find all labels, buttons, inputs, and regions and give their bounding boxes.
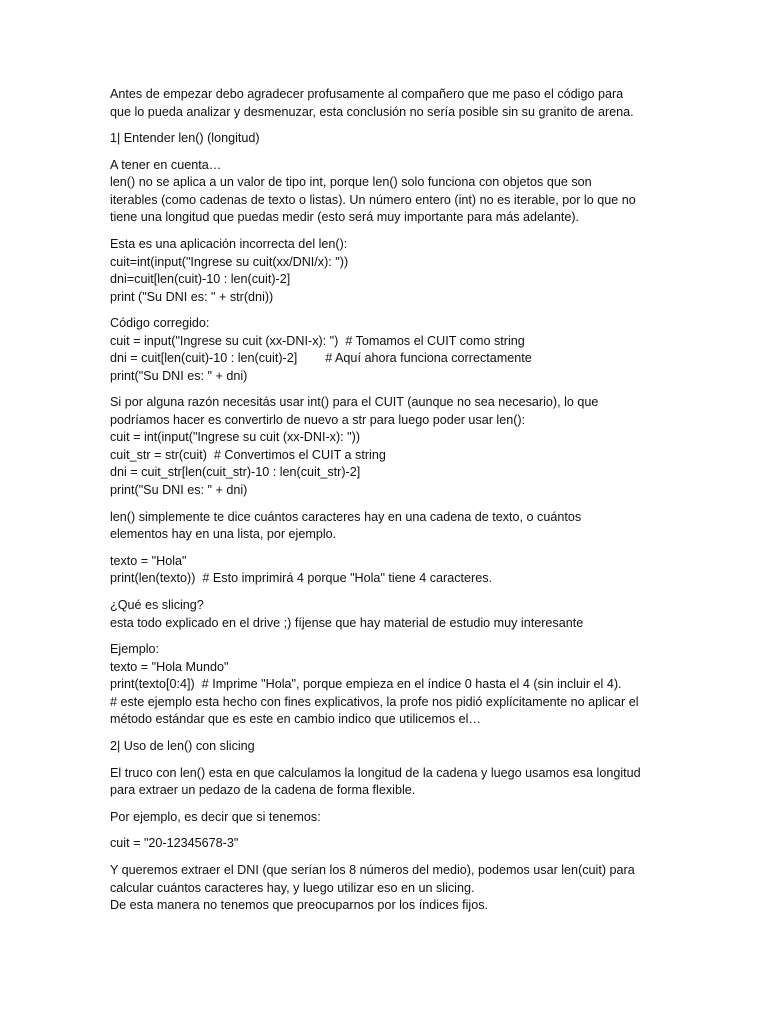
text-line: cuit = input("Ingrese su cuit (xx-DNI-x): ") # Tomamos el CUIT como string: [110, 333, 525, 348]
text-line: A tener en cuenta…: [110, 157, 222, 172]
paragraph: [110, 394, 662, 499]
text-line: esta todo explicado en el drive ;) fíjense que hay material de estudio muy interesante: [110, 615, 584, 630]
paragraph: [110, 157, 662, 227]
paragraph: [110, 738, 662, 756]
text-line: print ("Su DNI es: " + str(dni)): [110, 289, 274, 304]
text-line: calcular cuántos caracteres hay, y luego utilizar eso en un slicing.: [110, 880, 475, 895]
text-line: para extraer un pedazo de la cadena de forma flexible.: [110, 783, 416, 798]
text-line: Código corregido:: [110, 316, 210, 331]
paragraph: [110, 86, 662, 121]
text-line: Y queremos extraer el DNI (que serían los 8 números del medio), podemos usar len(cuit) para: [110, 863, 635, 878]
text-line: cuit_str = str(cuit) # Convertimos el CUIT a string: [110, 447, 386, 462]
text-line: dni = cuit[len(cuit)-10 : len(cuit)-2] # Aquí ahora funciona correctamente: [110, 351, 532, 366]
text-line: tiene una longitud que puedas medir (esto será muy importante para más adelante).: [110, 210, 580, 225]
text-line: cuit = "20-12345678-3": [110, 836, 239, 851]
text-line: elementos hay en una lista, por ejemplo.: [110, 527, 337, 542]
text-line: print(len(texto)) # Esto imprimirá 4 porque "Hola" tiene 4 caracteres.: [110, 571, 493, 586]
text-line: print(texto[0:4]) # Imprime "Hola", porque empieza en el índice 0 hasta el 4 (sin incluir el 4).: [110, 677, 622, 692]
text-line: dni=cuit[len(cuit)-10 : len(cuit)-2]: [110, 272, 291, 287]
paragraph: [110, 862, 662, 915]
text-line: que lo pueda analizar y desmenuzar, esta conclusión no sería posible sin su granito de arena.: [110, 104, 634, 119]
text-line: cuit = int(input("Ingrese su cuit (xx-DNI-x): ")): [110, 430, 361, 445]
paragraph: [110, 236, 662, 306]
paragraph: [110, 809, 662, 827]
text-line: Por ejemplo, es decir que si tenemos:: [110, 809, 321, 824]
text-line: El truco con len() esta en que calculamos la longitud de la cadena y luego usamos esa longitud: [110, 765, 641, 780]
text-line: iterables (como cadenas de texto o listas). Un número entero (int) no es iterable, por lo que no: [110, 192, 636, 207]
text-line: ¿Qué es slicing?: [110, 598, 204, 612]
paragraph: [110, 835, 662, 853]
text-line: texto = "Hola Mundo": [110, 659, 229, 674]
paragraph: [110, 765, 662, 800]
paragraph: [110, 641, 662, 729]
text-line: Si por alguna razón necesitás usar int() para el CUIT (aunque no sea necesario), lo que: [110, 395, 599, 410]
paragraph: [110, 315, 662, 385]
text-line: De esta manera no tenemos que preocuparnos por los índices fijos.: [110, 898, 489, 913]
text-line: 1| Entender len() (longitud): [110, 131, 260, 146]
paragraph: [110, 597, 662, 632]
text-line: método estándar que es este en cambio indico que utilicemos el…: [110, 712, 482, 727]
paragraph: [110, 509, 662, 544]
text-line: dni = cuit_str[len(cuit_str)-10 : len(cuit_str)-2]: [110, 465, 361, 480]
text-line: podríamos hacer es convertirlo de nuevo a str para luego poder usar len():: [110, 412, 526, 427]
text-line: # este ejemplo esta hecho con fines explicativos, la profe nos pidió explícitamente no aplicar el: [110, 694, 639, 709]
text-line: len() no se aplica a un valor de tipo int, porque len() solo funciona con objetos que son: [110, 175, 592, 190]
text-line: Antes de empezar debo agradecer profusamente al compañero que me paso el código para: [110, 87, 624, 101]
text-line: print("Su DNI es: " + dni): [110, 368, 248, 383]
document-body: [110, 86, 662, 924]
text-line: Esta es una aplicación incorrecta del len():: [110, 237, 348, 252]
text-line: cuit=int(input("Ingrese su cuit(xx/DNI/x): ")): [110, 254, 349, 269]
text-line: len() simplemente te dice cuántos caracteres hay en una cadena de texto, o cuántos: [110, 509, 582, 524]
text-line: texto = "Hola": [110, 553, 187, 568]
text-line: Ejemplo:: [110, 642, 159, 657]
text-line: 2| Uso de len() con slicing: [110, 738, 255, 753]
paragraph: [110, 130, 662, 148]
text-line: print("Su DNI es: " + dni): [110, 482, 248, 497]
paragraph: [110, 553, 662, 588]
